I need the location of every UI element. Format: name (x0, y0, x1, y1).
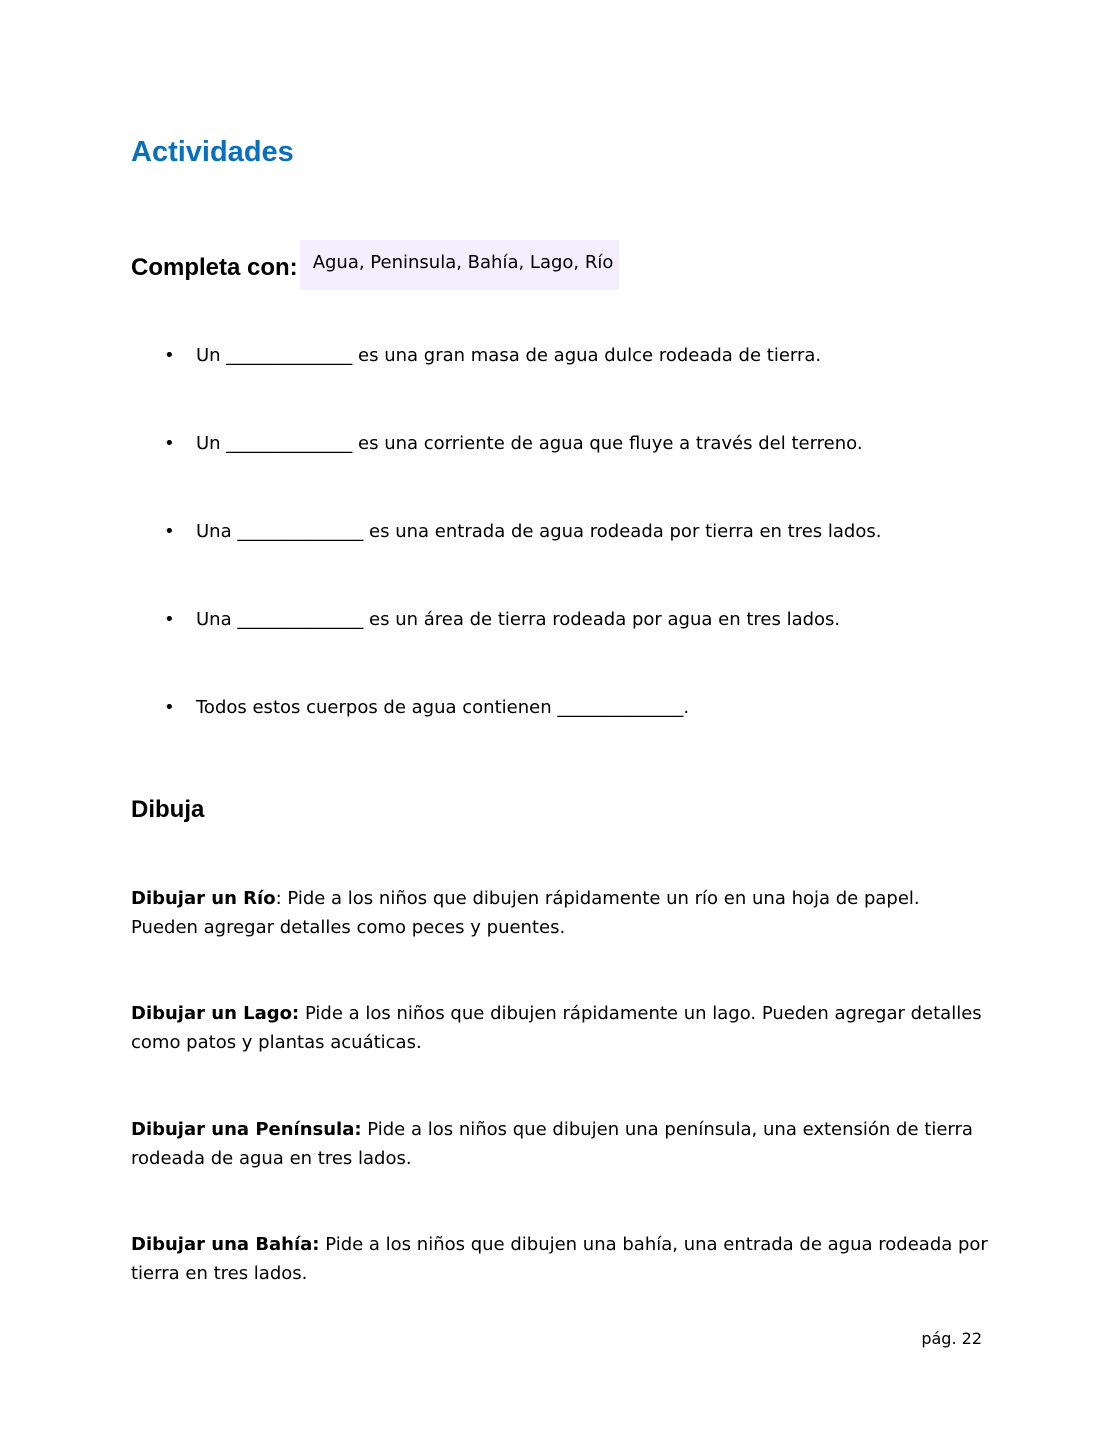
draw-section-title: Dibuja (131, 796, 205, 823)
list-item (164, 432, 863, 456)
fill-in-label: Completa con: (131, 254, 298, 281)
activity-draw-peninsula (131, 1115, 991, 1173)
list-item (164, 344, 822, 368)
fill-in-sentence: Un ______________ es una gran masa de agua dulce rodeada de tierra. (196, 345, 822, 366)
fill-in-instruction (131, 240, 619, 290)
bullet-icon: • (164, 521, 175, 542)
activity-draw-lake (131, 999, 991, 1057)
activity-draw-bay (131, 1230, 991, 1288)
activity-name: Dibujar una Península: (131, 1119, 362, 1140)
fill-in-sentence: Un ______________ es una corriente de agua que fluye a través del terreno. (196, 433, 863, 454)
bullet-icon: • (164, 609, 175, 630)
bullet-icon: • (164, 433, 175, 454)
fill-in-sentence: Todos estos cuerpos de agua contienen ______________. (196, 697, 690, 718)
fill-in-sentence: Una ______________ es una entrada de agua rodeada por tierra en tres lados. (196, 521, 882, 542)
list-item (164, 520, 882, 544)
list-item (164, 608, 841, 632)
activity-description: Pide a los niños que dibujen una península, una extensión de tierra rodeada de agua en tres lados. (131, 1119, 973, 1169)
list-item (164, 696, 690, 720)
word-bank: Agua, Peninsula, Bahía, Lago, Río (300, 240, 619, 290)
page-number: pág. 22 (921, 1329, 982, 1348)
fill-in-sentence: Una ______________ es un área de tierra rodeada por agua en tres lados. (196, 609, 841, 630)
activity-name: Dibujar una Bahía: (131, 1234, 320, 1255)
bullet-icon: • (164, 697, 175, 718)
activity-description: Pide a los niños que dibujen una bahía, una entrada de agua rodeada por tierra en tres lados. (131, 1234, 988, 1284)
bullet-icon: • (164, 345, 175, 366)
activity-description: Pide a los niños que dibujen rápidamente un río en una hoja de papel. Pueden agregar detalles como peces y puentes. (131, 888, 920, 938)
activity-name: Dibujar un Río (131, 888, 276, 909)
activity-name: Dibujar un Lago: (131, 1003, 300, 1024)
activity-description: Pide a los niños que dibujen rápidamente un lago. Pueden agregar detalles como patos y plantas acuáticas. (131, 1003, 982, 1053)
activity-draw-river (131, 884, 991, 942)
activity-separator: : (275, 888, 282, 909)
page-title: Actividades (131, 136, 294, 168)
